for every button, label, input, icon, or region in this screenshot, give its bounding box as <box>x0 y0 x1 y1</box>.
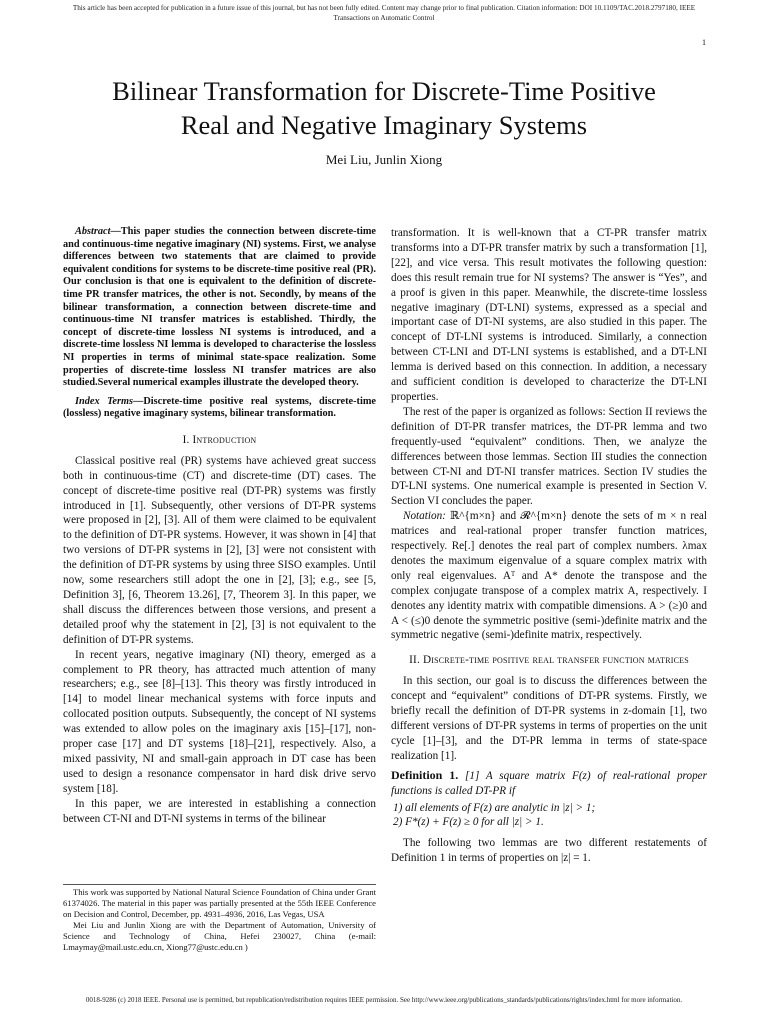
footnote-affiliation: Mei Liu and Junlin Xiong are with the Department of Automation, University of Science and Technology of China, Hefei 230027, China (e-mail: Lmaymay@mail.ustc.edu.cn, Xiong77@ustc.edu.cn ) <box>63 919 376 952</box>
header-note-line2: Transactions on Automatic Control <box>333 14 435 22</box>
page-number: 1 <box>702 38 706 47</box>
notation-text: ℝ^{m×n} and 𝓡^{m×n} denote the sets of m × n real matrices and real-rational proper transfer function matrices, respectively. Re[.] denotes the real part of complex numbers. λmax denotes the maximum eigenvalue of a square complex matrix with only real eigenvalues. Aᵀ and A* denote the transpose and the complex conjugate transpose of a complex matrix A, respectively. I denotes any identity matrix with compatible dimensions. A > (≥)0 and A < (≤)0 denote the symmetric positive (semi-)definite matrix and the symmetric negative (semi-)definite matrix, respectively. <box>391 510 707 642</box>
authors: Mei Liu, Junlin Xiong <box>325 152 443 167</box>
abstract-label: Abstract <box>75 226 111 237</box>
title-line2: Real and Negative Imaginary Systems <box>180 110 588 140</box>
footnote-funding: This work was supported by National Natural Science Foundation of China under Grant 61374026. The material in this paper was partially presented at the 55th IEEE Conference on Decision and Control, December, pp. 4931–4936, 2016, Las Vegas, USA <box>63 887 376 919</box>
footnote <box>63 884 376 952</box>
definition-1-text: [1] A square matrix F(z) of real-rational proper functions is called DT-PR if <box>391 769 707 797</box>
paper-title <box>40 74 728 142</box>
section2-paragraph-1: In this section, our goal is to discuss the differences between the concept and “equivalent” conditions of DT-PR systems. Firstly, we briefly recall the definition of DT-PR systems in z-domain [1], two different versions of DT-PR systems in terms of properties on the unit cycle [1]–[3], and the DT-PR lemma in terms of state-space realization [1]. <box>391 675 707 762</box>
intro-continuation: transformation. It is well-known that a CT-PR transfer matrix transforms into a DT-PR transfer matrix by such a transformation [1], [22], and vice versa. This result motivates the following question: does this result remain true for NI systems? The answer is “Yes”, and a proof is given in this paper. Meanwhile, the discrete-time lossless negative imaginary (DT-LNI) systems, expressed as a special and important case of DT-NI systems, are also studied in this paper. The concept of DT-LNI systems is introduced. Similarly, a connection between CT-LNI and DT-LNI systems is established, and a DT-LNI lemma is derived based on this connection. In addition, a necessary and sufficient condition is developed to characterize the DT-LNI properties. <box>391 227 707 403</box>
paper-organization: The rest of the paper is organized as follows: Section II reviews the definition of DT-PR transfer matrices, the DT-PR lemma and two frequently-used “equivalent” conditions. Then, we analyze the differences between those lemmas. Section III studies the connection between CT-NI and DT-NI transfer matrices. Section IV studies the DT-LNI systems. One numerical example is presented in Section V. Section VI concludes the paper. <box>391 405 707 508</box>
definition-1-conditions <box>391 801 707 831</box>
notation-paragraph <box>391 509 707 643</box>
notation-label: Notation: <box>403 510 446 523</box>
definition-1 <box>391 768 707 799</box>
section2-paragraph-2: The following two lemmas are two different restatements of Definition 1 in terms of properties on |z| = 1. <box>391 837 707 865</box>
journal-header-note <box>0 3 768 23</box>
header-note-line1: This article has been accepted for publication in a future issue of this journal, but has not been fully edited. Content may change prior to final publication. Citation information: DOI 10.1109/TAC.2018.2797180, IEEE <box>72 4 696 12</box>
intro-paragraph-2: In recent years, negative imaginary (NI) theory, emerged as a complement to PR theory, has attracted much attention of many researchers; e.g., see [8]–[13]. This theory was firstly introduced in [14] to model linear mechanical systems with force inputs and collocated position outputs. Subsequently, the concept of NI systems was extended to allow poles on the imaginary axis [15]–[17], non-proper case [17] and DT systems [18]–[21], respectively. Also, a mixed passivity, NI and small-gain approach in DT case has been used to design a resonance compensator in hard disk drive servo system [18]. <box>63 648 376 795</box>
definition-1-condition-1: 1) all elements of F(z) are analytic in |z| > 1; <box>393 801 596 814</box>
index-terms <box>63 396 376 421</box>
intro-paragraph-3: In this paper, we are interested in establishing a connection between CT-NI and DT-NI systems in terms of the bilinear <box>63 797 376 825</box>
definition-1-condition-2: 2) F*(z) + F(z) ≥ 0 for all |z| > 1. <box>393 816 544 829</box>
index-terms-text: —Discrete-time positive real systems, discrete-time (lossless) negative imaginary systems, bilinear transformation. <box>63 395 376 420</box>
section-heading-dt-pr: II. Discrete-time positive real transfer function matrices <box>409 654 689 667</box>
title-line1: Bilinear Transformation for Discrete-Time Positive <box>112 76 656 106</box>
index-terms-label: Index Terms <box>75 395 134 407</box>
left-column <box>63 226 376 826</box>
definition-1-label: Definition 1. <box>391 767 459 782</box>
abstract-text: —This paper studies the connection between discrete-time and continuous-time negative imaginary (NI) systems. First, we analyse differences between two statements that are claimed to provide equivalent conditions for systems to be discrete-time positive real (PR). Our conclusion is that one is equivalent to the definition of discrete-time PR transfer matrices, the other is not. Secondly, by means of the bilinear transformation, a connection between discrete-time and continuous-time NI transfer matrices is established. Thirdly, the concept of discrete-time lossless NI systems is introduced, and a discrete-time lossless NI lemma is developed to characterise the lossless NI properties in terms of minimal state-space realization. Some properties of discrete-time lossless NI transfer matrices are also studied.Several numerical examples illustrate the developed theory. <box>63 226 376 389</box>
right-column <box>391 226 707 866</box>
copyright-footer: 0018-9286 (c) 2018 IEEE. Personal use is permitted, but republication/redistribution requires IEEE permission. See http://www.ieee.org/publications_standards/publications/rights/index.html for more information. <box>85 996 683 1004</box>
abstract <box>63 226 376 390</box>
section-heading-introduction: I. Introduction <box>182 433 257 446</box>
intro-paragraph-1: Classical positive real (PR) systems have achieved great success both in continuous-time (CT) and discrete-time (DT) cases. The concept of discrete-time positive real (DT-PR) systems was firstly introduced in [1]. Subsequently, other versions of DT-PR systems were proposed in [2], [3]. All of them were claimed to be equivalent to the definition of DT-PR systems. However, it was shown in [4] that two versions of DT-PR systems in [2], [3] were not consistent with the definition of DT-PR systems by using three SISO examples. Until now, some researchers still adopt the one in [2], [3]; e.g., see [5, Definition 3], [6, Theorem 13.26], [7, Theorem 3]. In this paper, we shall discuss the differences between those versions, and present a detailed proof why the statement in [2], [3] is not equivalent to the definition of DT-PR systems. <box>63 454 376 646</box>
